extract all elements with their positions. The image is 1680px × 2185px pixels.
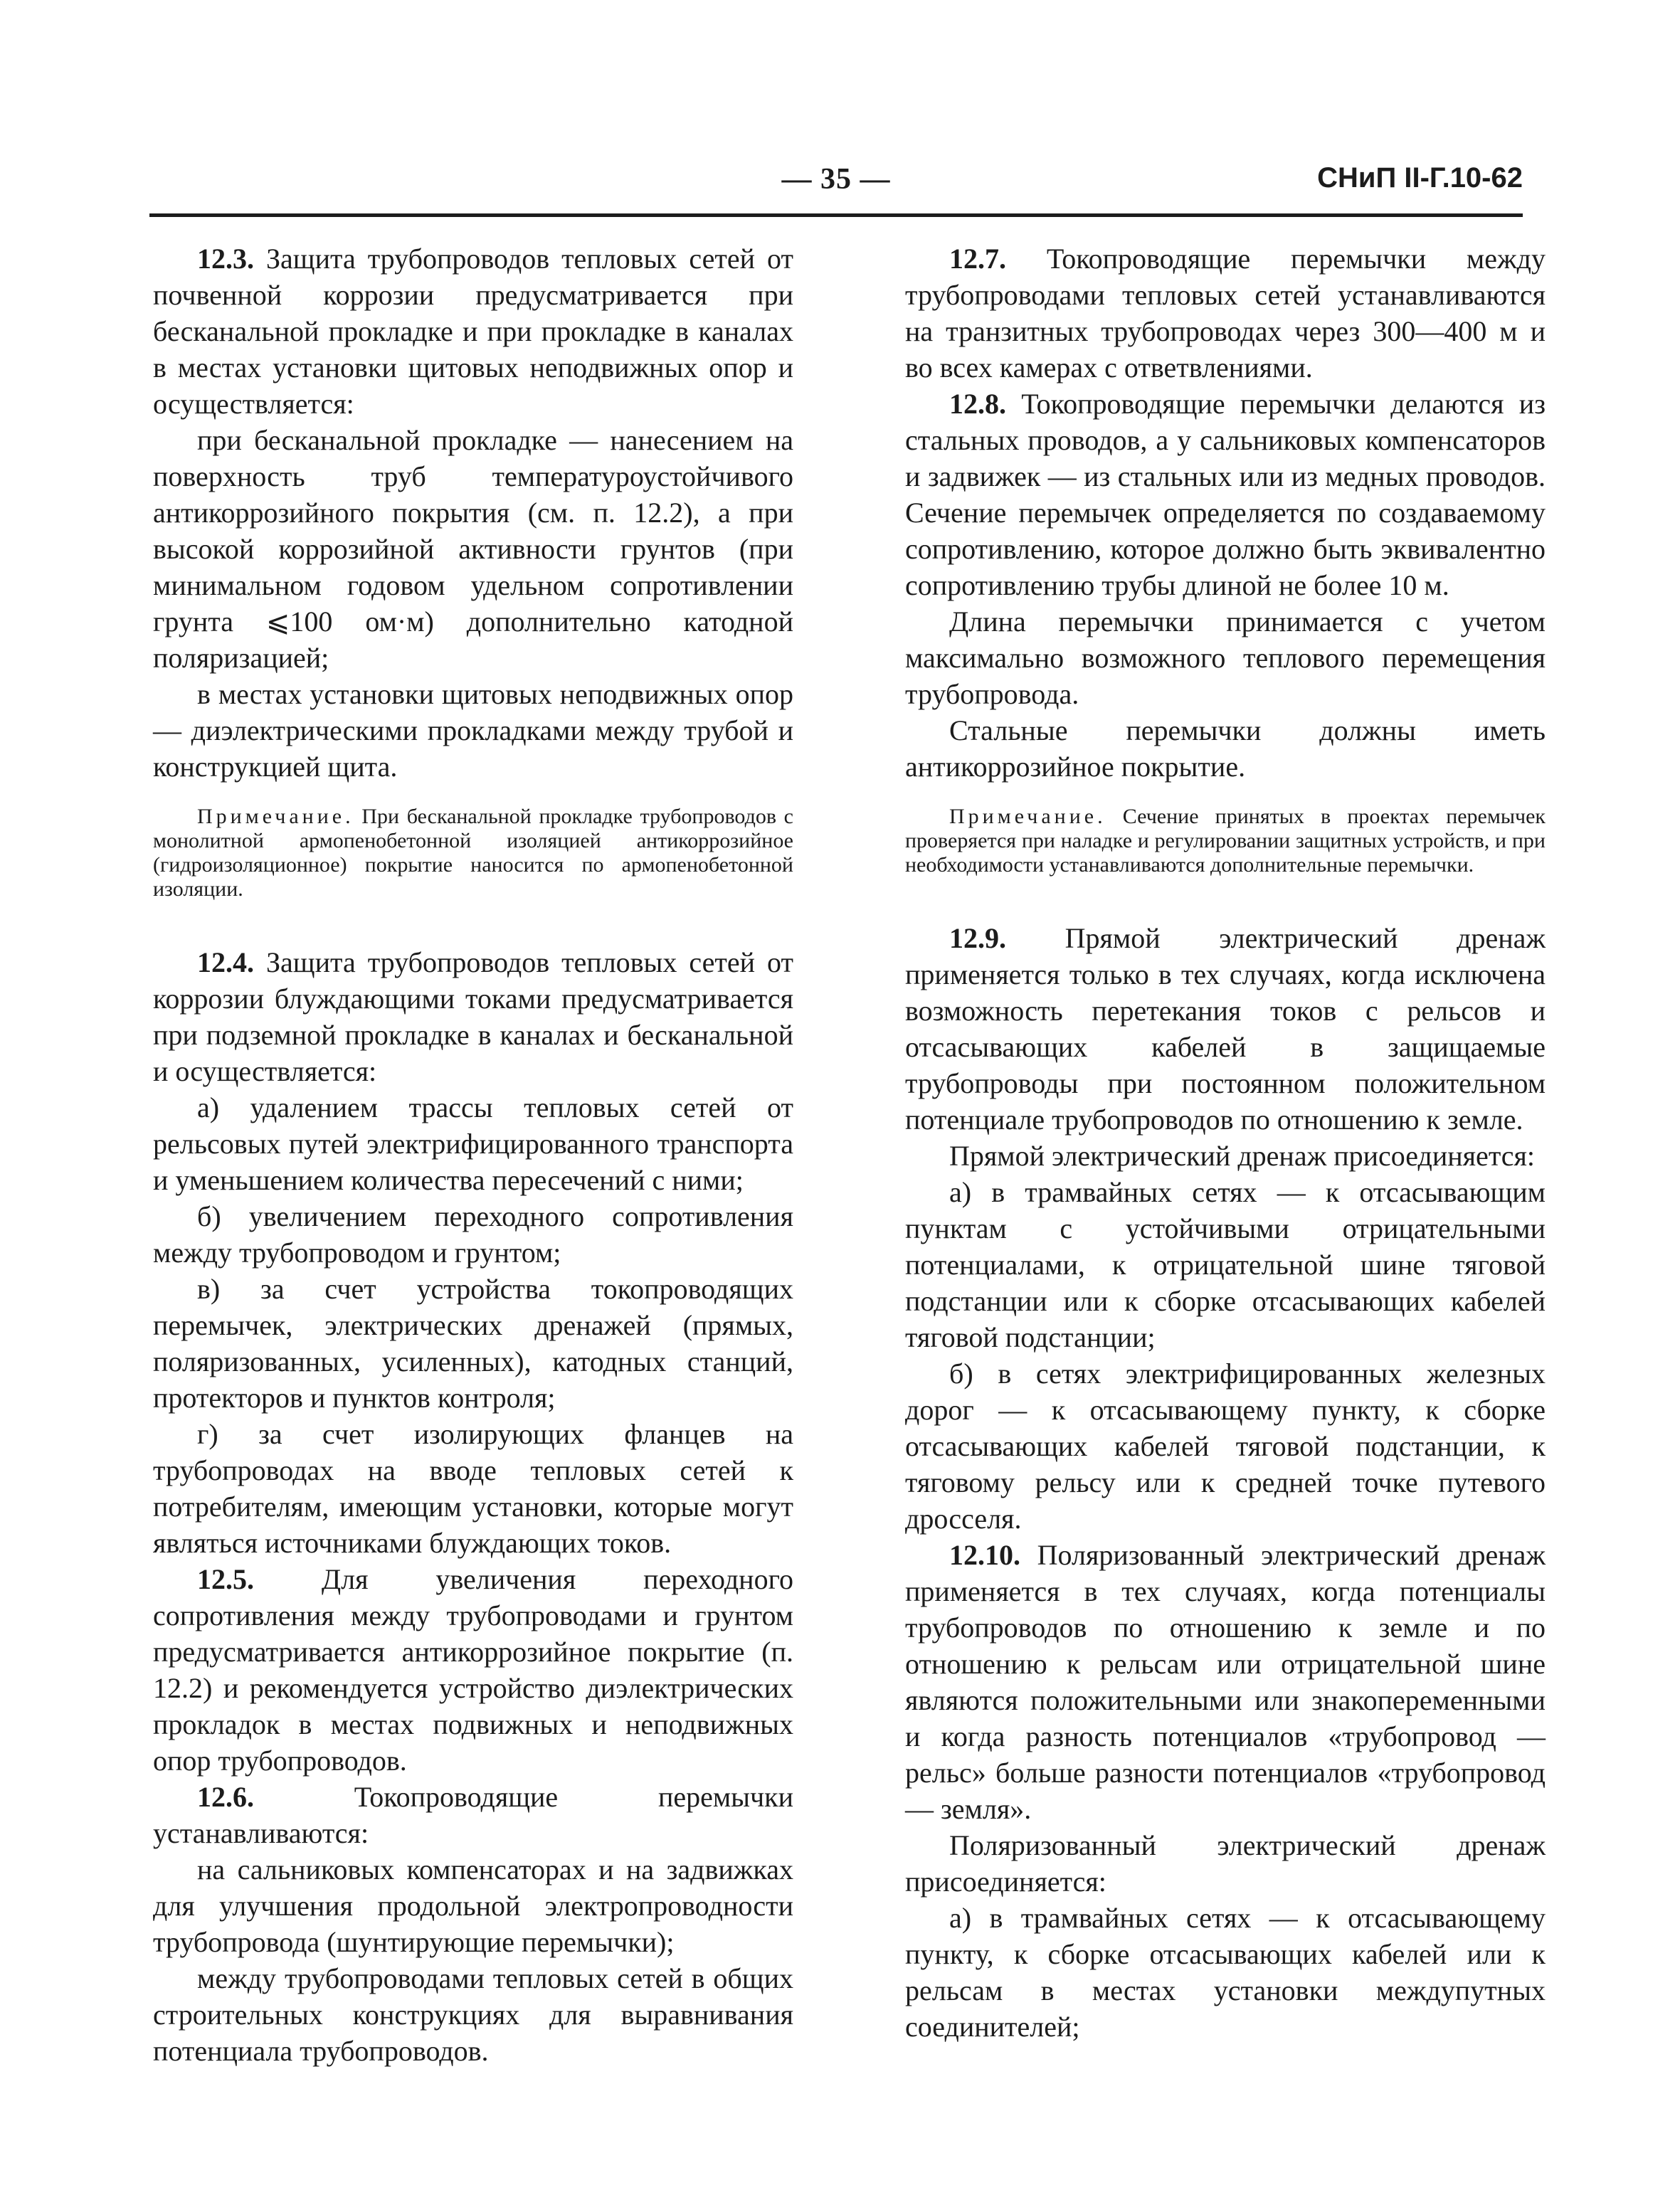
paragraph-12-5: 12.5. Для увеличения переходного сопротивления между трубопроводами и грунтом предусматривается антикоррозийное покрытие (п. 12.2) и рекомендуется устройство диэлектрических прокладок в местах подвижных и неподвижных опор трубопроводов. [153,1563,793,1777]
paragraph: Поляризованный электрический дренаж присоединяется: [905,1829,1546,1898]
paragraph: при бесканальной прокладке — нанесением на поверхность труб температуроустойчивого антикоррозийного покрытия (см. п. 12.2), а при высокой коррозийной активности грунтов (при минимальном годовом удельном сопротивлении грунта ⩽100 ом·м) дополнительно катодной поляризацией; [153,424,793,674]
paragraph: б) увеличением переходного сопротивления между трубопроводом и грунтом; [153,1200,793,1269]
right-column [905,240,1546,2045]
paragraph-12-6: 12.6. Токопроводящие перемычки устанавливаются: [153,1781,793,1849]
header-rule [149,213,1523,217]
page-header [149,162,1523,205]
paragraph: Прямой электрический дренаж присоединяется: [949,1140,1536,1172]
paragraph-12-8: 12.8. Токопроводящие перемычки делаются из стальных проводов, а у сальниковых компенсаторов и задвижек — из стальных или из медных проводов. Сечение перемычек определяется по создаваемому сопротивлению, которое должно быть эквивалентно сопротивлению трубы длиной не более 10 м. [905,388,1546,601]
paragraph-12-9: 12.9. Прямой электрический дренаж применяется только в тех случаях, когда исключена возможность перетекания токов с рельсов и отсасывающих кабелей в защищаемые трубопроводы при постоянном положительном потенциале трубопроводов по отношению к земле. [905,922,1546,1136]
paragraph-12-10: 12.10. Поляризованный электрический дренаж применяется в тех случаях, когда потенциалы трубопроводов по отношению к земле и по отношению к рельсам или отрицательной шине являются положительными или знакопеременными и когда разность потенциалов «трубопровод — рельс» больше разности потенциалов «трубопровод — земля». [905,1539,1546,1825]
paragraph: а) удалением трассы тепловых сетей от рельсовых путей электрифицированного транспорта и уменьшением количества пересечений с ними; [153,1091,793,1196]
paragraph: а) в трамвайных сетях — к отсасывающему пункту, к сборке отсасывающих кабелей или к рельсам в местах установки междупутных соединителей; [905,1902,1546,2043]
document-code: СНиП II-Г.10-62 [1317,162,1523,194]
paragraph-12-7: 12.7. Токопроводящие перемычки между трубопроводами тепловых сетей устанавливаются на транзитных трубопроводах через 300—400 м и во всех камерах с ответвлениями. [905,243,1546,383]
paragraph: а) в трамвайных сетях — к отсасывающим пунктам с устойчивыми отрицательными потенциалами, к отрицательной шине тяговой подстанции или к сборке отсасывающих кабелей тяговой подстанции; [905,1176,1546,1353]
left-column [153,240,793,2069]
paragraph: б) в сетях электрифицированных железных дорог — к отсасывающему пункту, к сборке отсасывающих кабелей тяговой подстанции, к тяговому рельсу или к средней точке путевого дросселя. [905,1358,1546,1535]
paragraph-12-4: 12.4. Защита трубопроводов тепловых сетей от коррозии блуждающими токами предусматривается при подземной прокладке в каналах и бесканальной и осуществляется: [153,946,793,1087]
paragraph-12-3: 12.3. Защита трубопроводов тепловых сетей от почвенной коррозии предусматривается при бесканальной прокладке и при прокладке в каналах в местах установки щитовых неподвижных опор и осуществляется: [153,243,793,420]
paragraph: в) за счет устройства токопроводящих перемычек, электрических дренажей (прямых, поляризованных, усиленных), катодных станций, протекторов и пунктов контроля; [153,1273,793,1414]
note: Примечание. При бесканальной прокладке трубопроводов с монолитной армопенобетонной изоляцией антикоррозийное (гидроизоляционное) покрытие наносится по армопенобетонной изоляции. [153,805,793,901]
paragraph: между трубопроводами тепловых сетей в общих строительных конструкциях для выравнивания потенциала трубопроводов. [153,1962,793,2067]
paragraph: Длина перемычки принимается с учетом максимально возможного теплового перемещения трубопровода. [905,605,1546,710]
note: Примечание. Сечение принятых в проектах перемычек проверяется при наладке и регулировании защитных устройств, и при необходимости устанавливаются дополнительные перемычки. [905,805,1546,877]
paragraph: г) за счет изолирующих фланцев на трубопроводах на вводе тепловых сетей к потребителям, имеющим установки, которые могут являться источниками блуждающих токов. [153,1418,793,1559]
paragraph: в местах установки щитовых неподвижных опор — диэлектрическими прокладками между трубой и конструкцией щита. [153,678,793,783]
page-number: — 35 — [781,163,891,196]
paragraph: на сальниковых компенсаторах и на задвижках для улучшения продольной электропроводности трубопровода (шунтирующие перемычки); [153,1853,793,1958]
paragraph: Стальные перемычки должны иметь антикоррозийное покрытие. [905,714,1546,783]
